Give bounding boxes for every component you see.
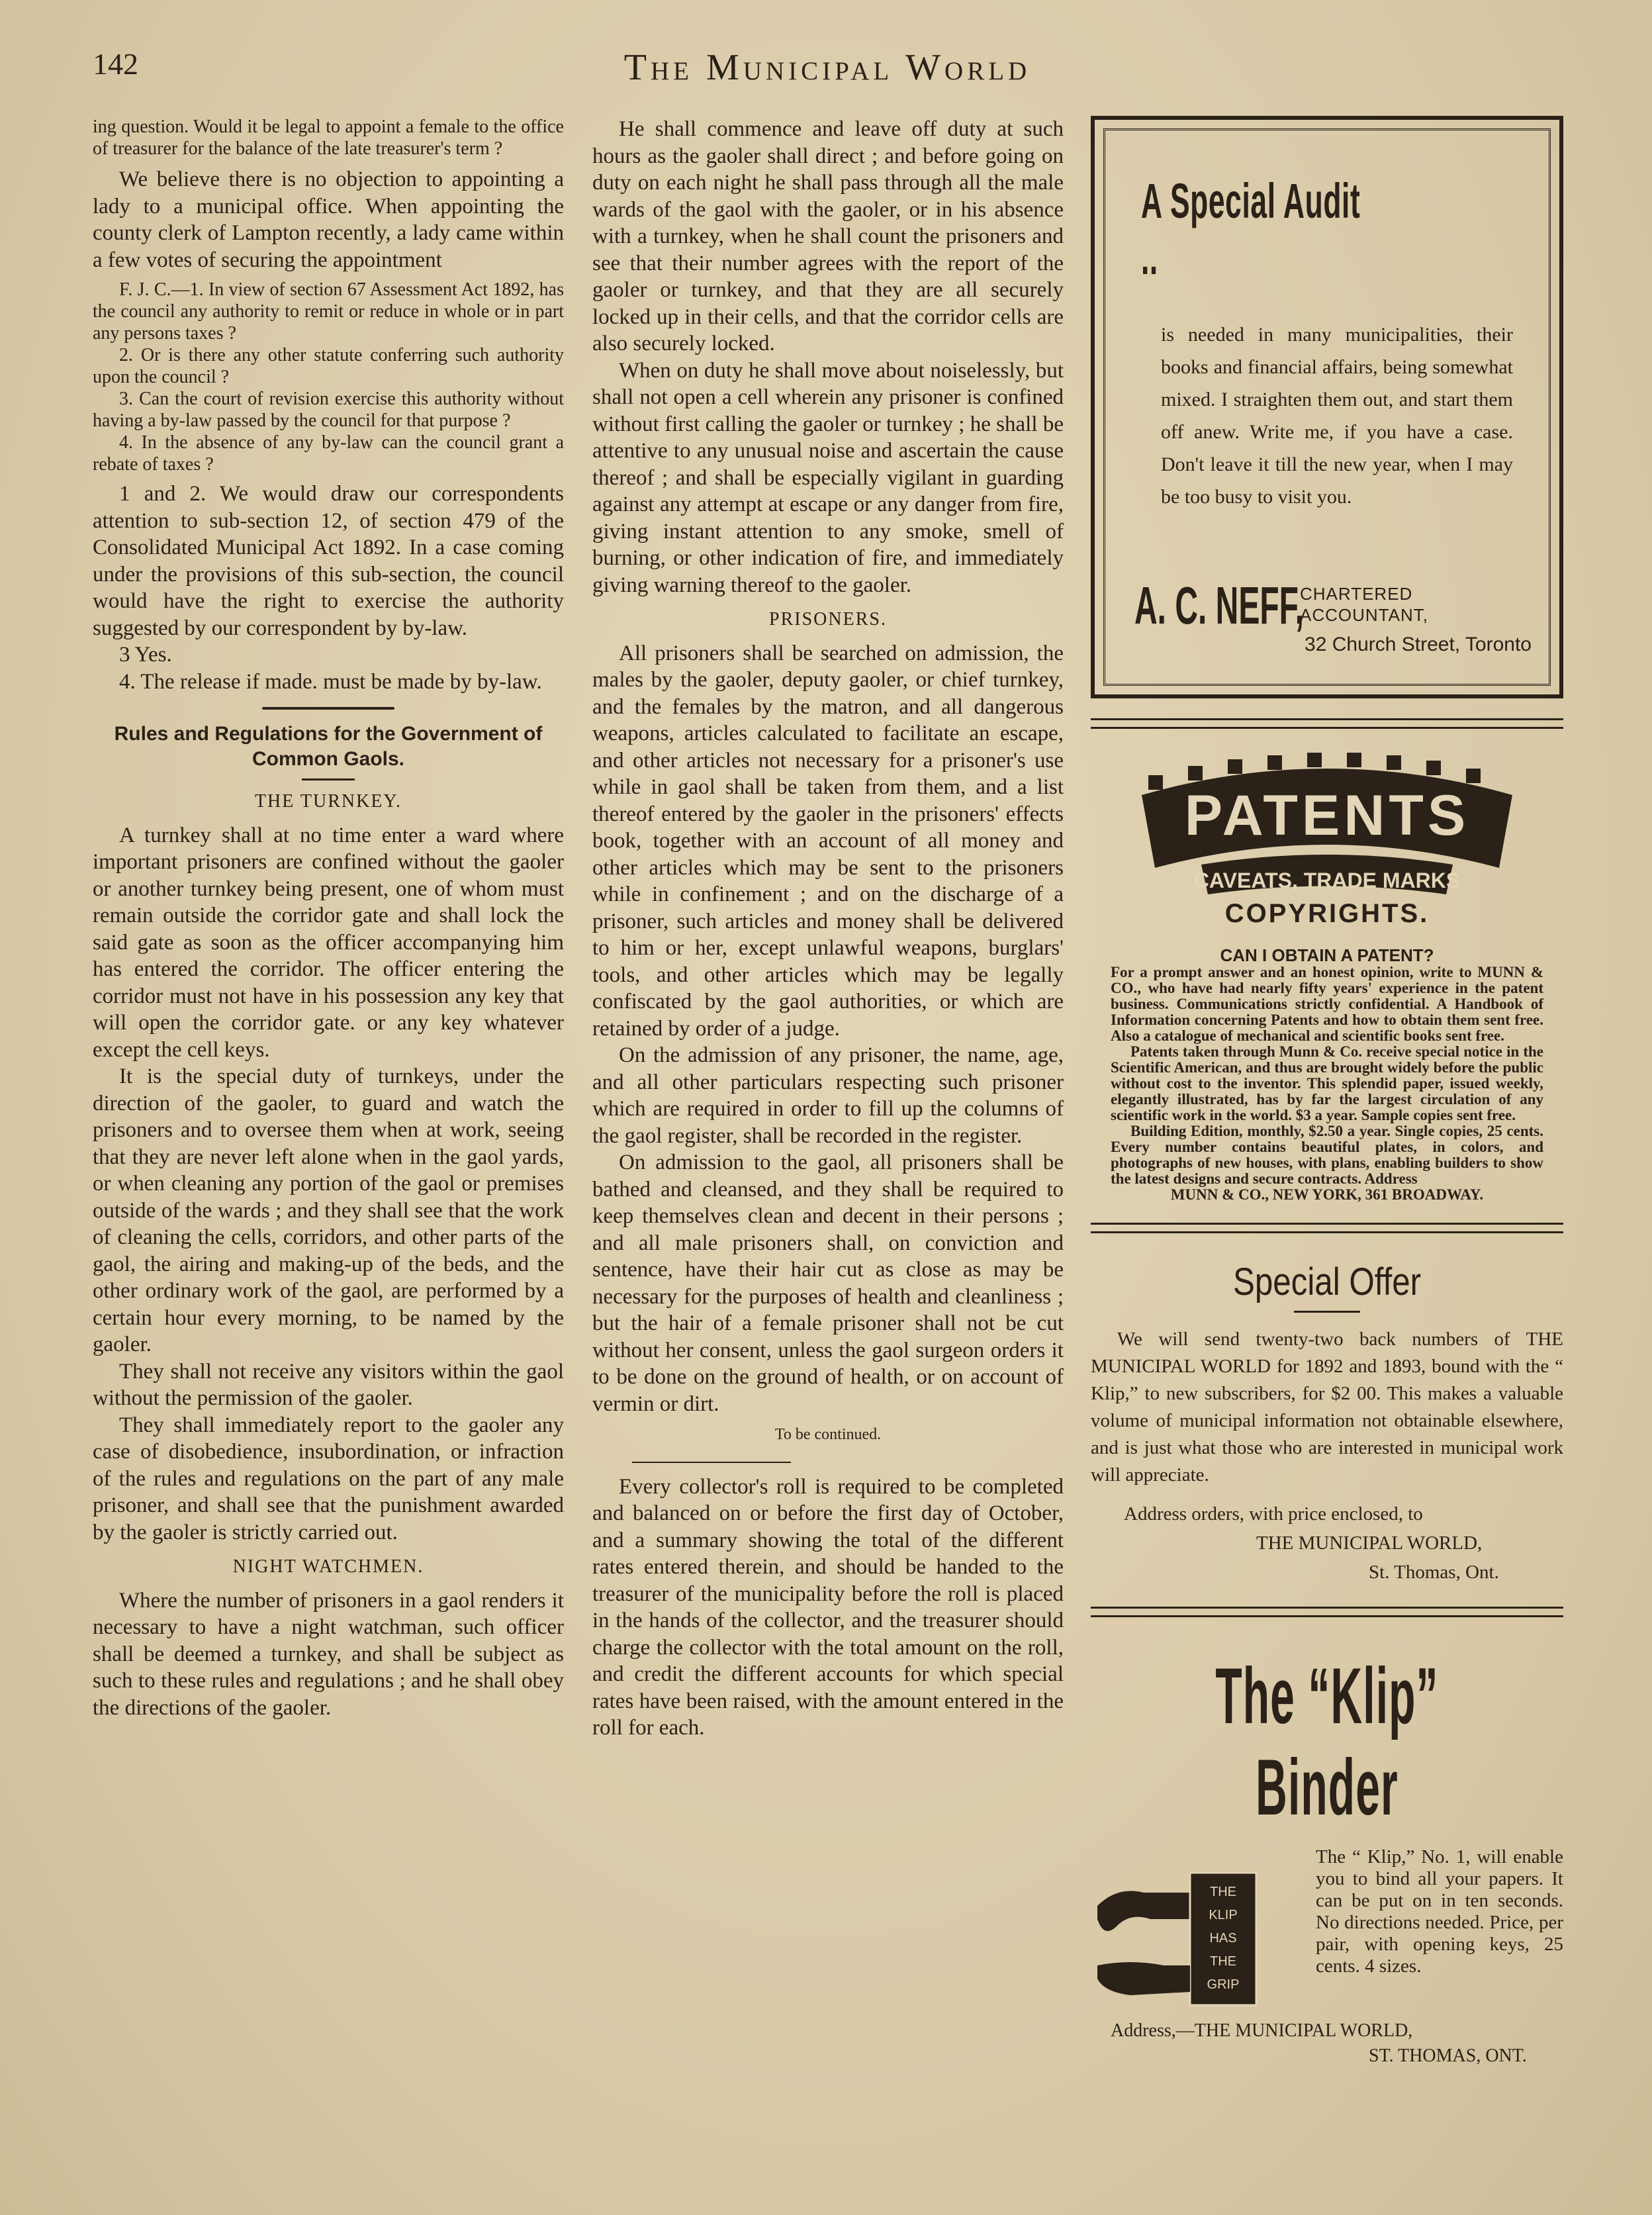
patents-paragraph-1: For a prompt answer and an honest opinion, write to MUNN & CO., who have had nearly fifty years' experience in the patent business. Communications strictly confidential. A Handbook of Information concerning Patents and how to obtain them sent free. Also a catalogue of mechanical and scientific books sent free. [1111, 964, 1543, 1044]
offer-title: Special Offer [1232, 1260, 1422, 1303]
prisoners-heading: PRISONERS. [769, 609, 887, 630]
klip-image-text-1: THE [1210, 1885, 1236, 1899]
answer-2a: 1 and 2. We would draw our correspondents attention to sub-section 12, of section 479 of the Consolidated Municipal Act 1892. In a case coming under the provisions of this sub-section, the council would have the right to exercise the authority suggested by our correspondent by by-law. [93, 482, 564, 640]
patents-sub1: CAVEATS, TRADE MARKS [1193, 869, 1461, 892]
to-be-continued: To be continued. [774, 1426, 882, 1443]
audit-body: is needed in many municipalities, their books and financial affairs, being somewhat mixed. I straighten them out, and start them off anew. Write me, if you have a case. Don't leave it till the new year, when I may be too busy to visit you. [1161, 324, 1513, 508]
klip-title: The “Klip” Binder [1215, 1652, 1439, 1832]
offer-address-2: THE MUNICIPAL WORLD, [1256, 1532, 1483, 1554]
question-2c: 3. Can the court of revision exercise this authority without having a by-law passed by the council for that purpose ? [93, 389, 564, 431]
patents-paragraph-3: Building Edition, monthly, $2.50 a year. Single copies, 25 cents. Every number contains beautiful plates, in colors, and photographs of new houses, with plans, enabling builders to show the latest designs and secure contracts. Address [1111, 1123, 1543, 1187]
patents-body [1111, 947, 1543, 1203]
section-divider [262, 707, 394, 710]
role-line-1: CHARTERED [1300, 584, 1413, 604]
patents-banner-text: PATENTS [1184, 784, 1470, 847]
patents-paragraph-2: Patents taken through Munn & Co. receive special notice in the Scientific American, and thus are brought widely before the public without cost to the inventor. This splendid paper, issued weekly, elegantly illustrated, has by far the largest circulation of any scientific work in the world. $3 a year. Sample copies sent free. [1111, 1043, 1543, 1123]
question-2d: 4. In the absence of any by-law can the council grant a rebate of taxes ? [93, 432, 564, 475]
prisoners-paragraph-1: All prisoners shall be searched on admission, the males by the gaoler, deputy gaoler, or chief turnkey, and the females by the matron, and all dangerous weapons, articles calculated to facilitate an escape, and other articles not necessary for a prisoner's use while in gaol shall be taken from them, and a list thereof entered by the gaoler in the prisoners' effects book, together with an account of all money and other articles which may be sent to the prisoners while in confinement ; and on the discharge of a prisoner, such articles and money shall be delivered to him or her, except unlawful weapons, burglars' tools, and other articles which may be legally confiscated by the gaol authorities, or which are retained by order of a judge. [592, 641, 1064, 1041]
offer-address [1091, 1499, 1563, 1587]
klip-body: The “ Klip,” No. 1, will enable you to bind all your papers. It can be put on in ten seconds. No directions needed. Price, per pair, with opening keys, 25 cents. 4 sizes. [1316, 1846, 1563, 1977]
neff-signature [1134, 575, 1532, 655]
special-offer-ad [1091, 1260, 1563, 1587]
question-1: ing question. Would it be legal to appoint a female to the office of treasurer for the balance of the late treasurer's term ? [93, 117, 564, 159]
answer-2b: 3 Yes. [119, 643, 172, 667]
patents-banner-logo [1128, 749, 1526, 947]
offer-underline [1294, 1311, 1360, 1313]
prisoners-paragraph-2: On the admission of any prisoner, the name, age, and all other particulars respecting such prisoner which are required in order to fill up the columns of the gaol register, shall be recorded in the register. [592, 1043, 1064, 1148]
advertisement-column [1091, 116, 1563, 2069]
neff-name: A. C. NEFF, [1134, 576, 1305, 635]
klip-hand-illustration [1091, 1866, 1289, 2012]
page-number: 142 [93, 47, 138, 81]
answer-1: We believe there is no objection to appointing a lady to a municipal office. When appointing the county clerk of Lampton recently, a lady came within a few votes of securing the appointment [93, 167, 564, 272]
klip-image-text-2: KLIP [1209, 1908, 1238, 1922]
klip-address-1: Address,—THE MUNICIPAL WORLD, [1111, 2020, 1413, 2041]
article-divider [632, 1462, 791, 1463]
prisoners-paragraph-3: On admission to the gaol, all prisoners shall be bathed and cleansed, and they shall be required to keep themselves clean and decent in their persons ; and all male prisoners shall, on conviction and sentence, have their hair cut as close as may be necessary for the purposes of health and cleanliness ; but the hair of a female prisoner shall not be cut without her consent, unless the gaol surgeon orders it to be done on the ground of health, or on account of vermin or dirt. [592, 1151, 1064, 1416]
night-paragraph-3: When on duty he shall move about noiselessly, but shall not open a cell wherein any prisoner is confined without first calling the gaoler or turnkey ; he shall be attentive to any unusual noise and ascertain the cause thereof ; and shall be especially vigilant in guarding against any attempt at escape or any danger from fire, giving instant attention to any smoke, smell of burning, or other indication of fire, and immediately giving warning thereof to the gaoler. [592, 358, 1064, 597]
ad-divider-2 [1091, 1223, 1563, 1233]
night-paragraph-1: Where the number of prisoners in a gaol renders it necessary to have a night watchman, such officer shall be deemed a turnkey, and shall be subject as such to these rules and regulations ; and he shall obey the directions of the gaoler. [93, 1588, 564, 1720]
turnkey-paragraph-4: They shall immediately report to the gaoler any case of disobedience, insubordination, or infraction of the rules and regulations on the part of any male prisoner, and shall see that the punishment awarded by the gaoler is strictly carried out. [93, 1413, 564, 1544]
neff-role [1300, 583, 1428, 626]
turnkey-paragraph-1: A turnkey shall at no time enter a ward where important prisoners are confined without the gaoler or another turnkey being present, one of whom must remain outside the corridor gate and shall lock the said gate as soon as the officer accompanying him has entered the corridor. The officer entering the corridor must not have in his possession any key that will open the corridor gate. or any key whatever except the cell keys. [93, 823, 564, 1062]
title-underline [302, 778, 355, 780]
night-watchmen-heading: NIGHT WATCHMEN. [232, 1556, 424, 1577]
offer-address-3: St. Thomas, Ont. [1369, 1562, 1499, 1583]
neff-address: 32 Church Street, Toronto [1305, 634, 1532, 655]
klip-address [1111, 2018, 1563, 2069]
patents-sub2: COPYRIGHTS. [1224, 899, 1430, 928]
patents-address: MUNN & CO., NEW YORK, 361 BROADWAY. [1170, 1186, 1484, 1203]
patents-question-text: CAN I OBTAIN A PATENT? [1220, 945, 1434, 965]
rules-title: Rules and Regulations for the Government of Common Gaols. [114, 723, 543, 770]
klip-image-text-3: HAS [1209, 1931, 1237, 1946]
klip-content [1091, 1846, 1563, 2018]
audit-title: A Special Audit .. [1141, 173, 1361, 285]
answer-2c: 4. The release if made. must be made by by-law. [119, 669, 542, 694]
klip-binder-ad [1091, 1650, 1563, 2069]
patents-ad [1091, 749, 1563, 1203]
klip-address-2: ST. THOMAS, ONT. [1369, 2046, 1527, 2066]
ad-divider-3 [1091, 1607, 1563, 1617]
column-2 [592, 116, 1064, 1742]
offer-address-1: Address orders, with price enclosed, to [1124, 1503, 1423, 1525]
klip-image-text-4: THE [1210, 1954, 1236, 1969]
collector-roll-paragraph: Every collector's roll is required to be completed and balanced on or before the first day of October, and a summary showing the total of the different rates entered therein, and should be handed to the treasurer of the municipality before the roll is placed in the hands of the collector, and the treasurer should charge the collector with the total amount on the roll, and credit the different accounts for which special rates have been raised, with the amount entered in the roll for each. [592, 1474, 1064, 1740]
offer-body: We will send twenty-two back numbers of THE MUNICIPAL WORLD for 1892 and 1893, bound with the “ Klip,” to new subscribers, for $2 00. This makes a valuable volume of municipal information not obtainable elsewhere, and is just what those who are interested in municipal work will appreciate. [1091, 1329, 1563, 1485]
klip-image-text-5: GRIP [1207, 1977, 1240, 1992]
night-paragraph-2: He shall commence and leave off duty at such hours as the gaoler shall direct ; and before going on duty on each night he shall pass through all the male wards of the gaol with the gaoler, or in his absence with a turnkey, when he shall count the prisoners and see that their number agrees with the report of the gaoler or turnkey, and that they are all securely locked up in their cells, and that the corridor cells are also securely locked. [592, 117, 1064, 355]
question-2a: F. J. C.—1. In view of section 67 Assessment Act 1892, has the council any authority to remit or reduce in whole or in part any persons taxes ? [93, 279, 564, 344]
ad-divider [1091, 718, 1563, 729]
special-audit-ad [1091, 116, 1563, 698]
turnkey-paragraph-3: They shall not receive any visitors within the gaol without the permission of the gaoler. [93, 1359, 564, 1410]
turnkey-heading: THE TURNKEY. [254, 791, 402, 812]
question-2b: 2. Or is there any other statute conferring such authority upon the council ? [93, 345, 564, 387]
role-line-2: ACCOUNTANT, [1300, 605, 1428, 625]
masthead-title: The Municipal World [623, 47, 1031, 88]
column-1 [93, 116, 564, 1721]
patents-question [1111, 947, 1543, 965]
page-header [93, 40, 1562, 99]
turnkey-paragraph-2: It is the special duty of turnkeys, under the direction of the gaoler, to guard and watch the prisoners and to oversee them when at work, seeing that they are never left alone when in the gaol yards, or when cleaning any portion of the gaol or premises outside of the wards ; and they shall see that the work of cleaning the cells, corridors, and other parts of the gaol, the airing and making-up of the beds, and the other ordinary work of the gaol, are performed by a certain hour every morning, to be named by the gaoler. [93, 1064, 564, 1356]
